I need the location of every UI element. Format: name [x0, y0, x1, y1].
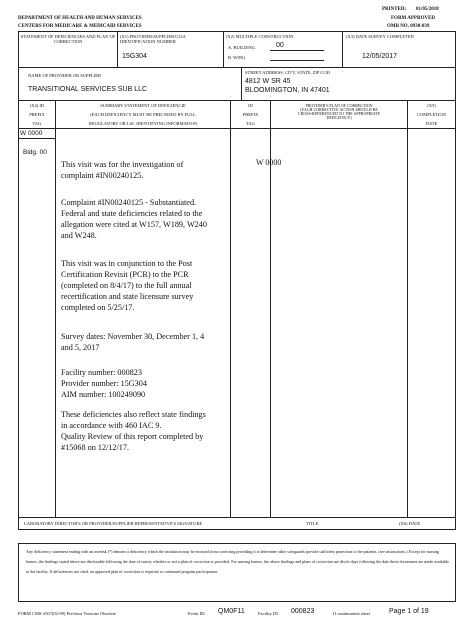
signature-date-label: (X6) DATE — [399, 521, 421, 526]
director-signature-label: LABORATORY DIRECTOR'S OR PROVIDER/SUPPLIER REPRESENTATIVE'S SIGNATURE — [24, 521, 203, 526]
wing-label: B. WING — [228, 55, 246, 60]
x5-label: (X5) — [427, 103, 436, 108]
date-label: DATE — [425, 121, 438, 126]
paragraph-3: This visit was in conjunction to the Post Certification Revisit (PCR) to the PCR (completed on 8/4/17) to the full annual recertification and state licensure survey completed on 5/25/17. — [61, 259, 194, 312]
city-state-zip: BLOOMINGTON, IN 47401 — [245, 87, 330, 94]
id-label: ID — [248, 103, 253, 108]
printed-label: PRINTED: — [382, 7, 407, 12]
prefix-label: PREFIX — [242, 112, 259, 117]
address-label: STREET ADDRESS, CITY, STATE, ZIP COD — [245, 70, 330, 75]
left-tag-w0000: W 0000 — [20, 130, 43, 137]
summary-title: SUMMARY STATEMENT OF DEFICIENCIE — [100, 103, 186, 108]
poc-line2: (EACH CORRECTIVE ACTION SHOULD BE — [300, 107, 378, 112]
paragraph-2: Complaint #IN00240125 - Substantiated. Federal and state deficiencies related to the allegation were cited at W157, W189, W240 and W248. — [61, 198, 207, 240]
paragraph-4: Survey dates: November 30, December 1, 4 and 5, 2017 — [61, 332, 205, 352]
x4-tag-label: TAG — [32, 121, 42, 126]
date-survey: 12/05/2017 — [362, 53, 398, 60]
omb-number: OMB NO. 0938-039 — [387, 24, 430, 29]
tag-label: TAG — [246, 121, 255, 126]
left-tag-bldg: Bldg. 00 — [23, 149, 47, 156]
continuation-label: If continuation sheet — [333, 611, 370, 616]
form-number: FORM CMS-2567(02-99) Previous Versions Obsolete — [18, 611, 116, 616]
centers-name: CENTERS FOR MEDICARE & MEDICAID SERVICES — [18, 24, 142, 29]
summary-line3: REGULATORY OR LSC IDENTIFYING INFORMATION — [88, 121, 198, 126]
poc-line1: PROVIDER'S PLAN OF CORRECTION — [305, 103, 373, 108]
date-survey-label: (X3) DATE SURVEY COMPLETED — [346, 34, 414, 39]
poc-line3: CROSS-REFERENCED TO THE APPROPRIATE — [298, 111, 380, 116]
provider-name: TRANSITIONAL SERVICES SUB LLC — [28, 86, 148, 93]
event-id-label: Event ID: — [188, 611, 206, 616]
provider-id: 15G304 — [122, 53, 147, 60]
multiple-construction-label: (X2) MULTIPLE CONSTRUCTION — [226, 34, 294, 39]
printed-date: 01/05/2018 — [416, 7, 439, 12]
poc-line4: DEFICIENCY) — [326, 115, 352, 120]
building-value: 00 — [276, 42, 284, 49]
statement-label: STATEMENT OF DEFICIENCIES AND PLAN OF CORRECTION — [20, 34, 116, 44]
summary-line2: (EACH DEFICIENCY MUST BE PRECEDED BY FULL — [90, 112, 196, 117]
paragraph-6: These deficiencies also reflect state findings in accordance with 460 IAC 9. Quality Review of this report completed by #15068 on 12/12/17. — [61, 410, 206, 452]
provider-name-label: NAME OF PROVIDER OR SUPPLIER — [28, 73, 102, 78]
provider-id-label: (X1) PROVIDER/SUPPLIER/CLIA IDENTIFICATION NUMBER — [120, 34, 186, 44]
title-label: TITLE — [306, 521, 319, 526]
facility-id-label: Facility ID: — [258, 611, 279, 616]
page-number: Page 1 of 19 — [389, 608, 429, 615]
street-address: 4812 W SR 45 — [245, 78, 291, 85]
form-approved: FORM APPROVED — [391, 16, 436, 21]
right-tag-w0000: W 0000 — [256, 158, 282, 167]
completion-label: COMPLETION — [417, 112, 446, 117]
x4-prefix-label: PREFIX — [29, 112, 45, 117]
paragraph-1: This visit was for the investigation of complaint #IN00240125. — [61, 160, 184, 180]
paragraph-5: Facility number: 000823 Provider number: 15G304 AIM number: 100249090 — [61, 368, 147, 399]
footnote: Any deficiency statement ending with an asterisk (*) denotes a deficiency which the institution may be excused from correcting providing it is determine other safeguards provide sufficient protection to the patients. (see instructions.) Except for nursing homes, the findings stated above are disclosable following the date of survey whether or not a plan of correction is provided. For nursing homes, the above findings and plans of correction are disclo days following the date these documents are made available to the facility. If deficiencies are cited, an approved plan of correction is requisite to continued program participation. — [26, 549, 449, 574]
event-id: QM0F11 — [218, 608, 245, 615]
dept-name: DEPARTMENT OF HEALTH AND HUMAN SERVICES — [18, 16, 142, 21]
facility-id: 000823 — [291, 608, 315, 615]
x4-id-label: (X4) ID — [29, 103, 45, 108]
building-label: A. BUILDING — [228, 45, 256, 50]
